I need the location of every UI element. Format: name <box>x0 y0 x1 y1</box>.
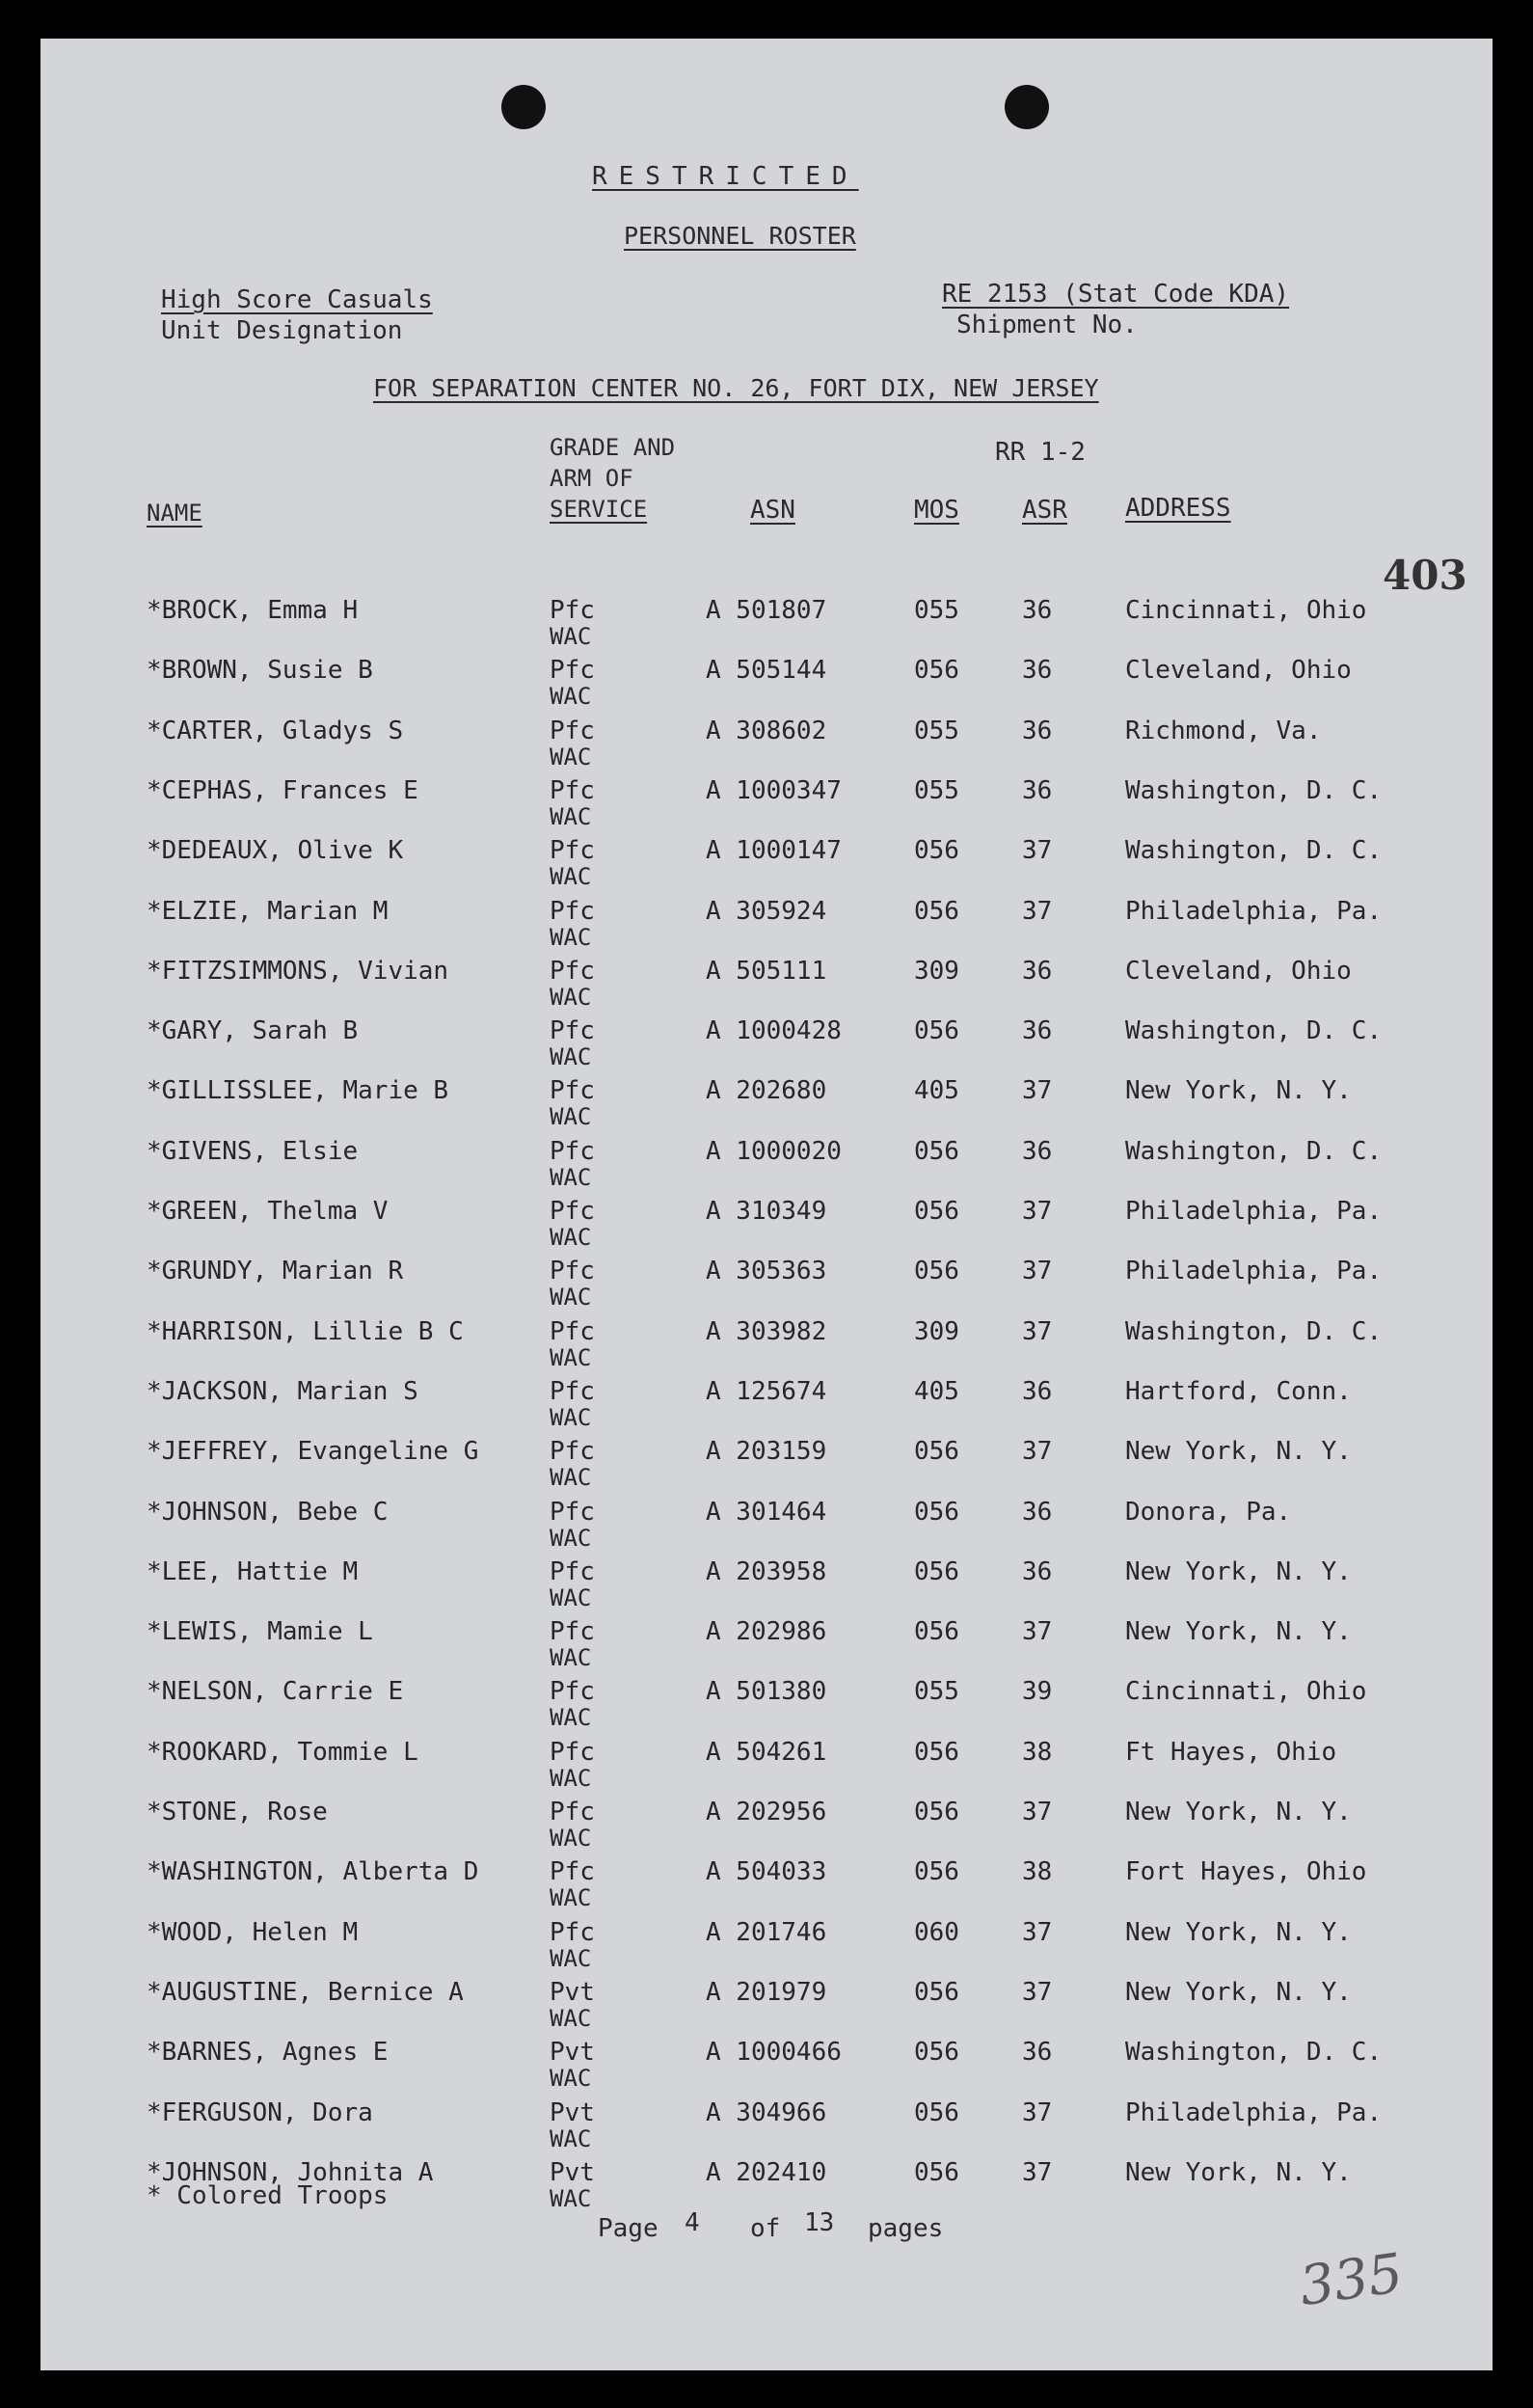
footnote: * Colored Troops <box>147 2181 389 2210</box>
row-asr: 37 <box>1022 1076 1053 1106</box>
row-grade: Pvt <box>550 2157 595 2187</box>
row-name: *BARNES, Agnes E <box>147 2038 389 2068</box>
row-mos: 056 <box>914 896 959 926</box>
row-asr: 37 <box>1022 896 1053 926</box>
table-row <box>40 1377 1493 1437</box>
row-asr: 36 <box>1022 596 1053 625</box>
row-asn: A 125674 <box>706 1376 827 1406</box>
row-grade: Pfc <box>550 1497 595 1527</box>
row-mos: 309 <box>914 1316 959 1346</box>
row-mos: 405 <box>914 1076 959 1106</box>
column-address: ADDRESS <box>1125 494 1231 523</box>
row-arm-of-service: WAC <box>550 1884 592 1912</box>
row-asr: 37 <box>1022 836 1053 866</box>
table-row <box>40 1978 1493 2038</box>
column-mos: MOS <box>914 496 959 525</box>
table-row <box>40 897 1493 957</box>
row-arm-of-service: WAC <box>550 1163 592 1191</box>
row-arm-of-service: WAC <box>550 2004 592 2032</box>
table-row <box>40 1437 1493 1497</box>
row-asr: 36 <box>1022 775 1053 805</box>
row-grade: Pfc <box>550 836 595 866</box>
row-name: *JOHNSON, Johnita A <box>147 2157 434 2187</box>
row-mos: 056 <box>914 2157 959 2187</box>
row-mos: 056 <box>914 1798 959 1826</box>
row-asr: 37 <box>1022 1437 1053 1467</box>
row-asn: A 308602 <box>706 716 827 745</box>
row-name: *HARRISON, Lillie B C <box>147 1316 464 1346</box>
row-arm-of-service: WAC <box>550 1524 592 1552</box>
row-name: *NELSON, Carrie E <box>147 1677 404 1707</box>
row-asr: 37 <box>1022 1617 1053 1647</box>
row-arm-of-service: WAC <box>550 983 592 1011</box>
stamp-number: 403 <box>1383 552 1467 599</box>
row-arm-of-service: WAC <box>550 1103 592 1131</box>
roster-sheet <box>40 39 1493 2370</box>
table-row <box>40 836 1493 896</box>
row-address: Hartford, Conn. <box>1125 1376 1352 1406</box>
row-grade: Pfc <box>550 1376 595 1406</box>
row-asn: A 1000428 <box>706 1016 842 1046</box>
row-grade: Pfc <box>550 1316 595 1346</box>
destination-line: FOR SEPARATION CENTER NO. 26, FORT DIX, NEW JERSEY <box>373 374 1099 402</box>
row-name: *BROCK, Emma H <box>147 596 359 625</box>
row-grade: Pfc <box>550 775 595 805</box>
row-name: *AUGUSTINE, Bernice A <box>147 1977 464 2007</box>
row-asr: 37 <box>1022 2097 1053 2127</box>
row-asn: A 304966 <box>706 2097 827 2127</box>
table-row <box>40 1738 1493 1798</box>
row-mos: 056 <box>914 1857 959 1887</box>
row-asn: A 201746 <box>706 1917 827 1947</box>
row-grade: Pfc <box>550 656 595 686</box>
row-arm-of-service: WAC <box>550 1825 592 1852</box>
column-asr: ASR <box>1022 496 1067 525</box>
row-asr: 38 <box>1022 1857 1053 1887</box>
row-grade: Pfc <box>550 1197 595 1226</box>
row-mos: 056 <box>914 1257 959 1286</box>
shipment-number-label: Shipment No. <box>956 311 1138 339</box>
row-name: *GIVENS, Elsie <box>147 1136 359 1166</box>
row-arm-of-service: WAC <box>550 1284 592 1312</box>
table-row <box>40 2098 1493 2158</box>
shipment-number-value: RE 2153 (Stat Code KDA) <box>942 280 1290 309</box>
row-grade: Pfc <box>550 956 595 986</box>
row-name: *JOHNSON, Bebe C <box>147 1497 389 1527</box>
table-row <box>40 776 1493 836</box>
row-asr: 37 <box>1022 1257 1053 1286</box>
row-asr: 39 <box>1022 1677 1053 1707</box>
column-rr: RR 1-2 <box>995 438 1086 467</box>
row-asn: A 501380 <box>706 1677 827 1707</box>
row-mos: 056 <box>914 1197 959 1226</box>
row-asr: 36 <box>1022 2038 1053 2068</box>
row-grade: Pfc <box>550 1737 595 1767</box>
row-name: *CEPHAS, Frances E <box>147 775 418 805</box>
table-row <box>40 717 1493 776</box>
row-mos: 056 <box>914 836 959 866</box>
row-asr: 36 <box>1022 1376 1053 1406</box>
row-address: New York, N. Y. <box>1125 1556 1352 1586</box>
row-address: Washington, D. C. <box>1125 2038 1383 2068</box>
row-asn: A 203958 <box>706 1556 827 1586</box>
row-address: Philadelphia, Pa. <box>1125 1197 1383 1226</box>
row-address: Cincinnati, Ohio <box>1125 596 1367 625</box>
row-asr: 38 <box>1022 1737 1053 1767</box>
row-arm-of-service: WAC <box>550 683 592 711</box>
row-grade: Pvt <box>550 1977 595 2007</box>
row-arm-of-service: WAC <box>550 1403 592 1431</box>
row-name: *ELZIE, Marian M <box>147 896 389 926</box>
row-grade: Pfc <box>550 1136 595 1166</box>
row-arm-of-service: WAC <box>550 1764 592 1792</box>
row-grade: Pfc <box>550 596 595 625</box>
row-address: Fort Hayes, Ohio <box>1125 1857 1367 1887</box>
row-address: New York, N. Y. <box>1125 1437 1352 1467</box>
row-asn: A 1000147 <box>706 836 842 866</box>
row-asn: A 1000347 <box>706 775 842 805</box>
row-name: *DEDEAUX, Olive K <box>147 836 404 866</box>
row-name: *ROOKARD, Tommie L <box>147 1737 418 1767</box>
row-asr: 36 <box>1022 956 1053 986</box>
table-row <box>40 1137 1493 1197</box>
row-mos: 056 <box>914 1136 959 1166</box>
row-asr: 37 <box>1022 1798 1053 1826</box>
row-grade: Pfc <box>550 716 595 745</box>
row-asr: 37 <box>1022 1197 1053 1226</box>
row-mos: 055 <box>914 716 959 745</box>
row-grade: Pfc <box>550 1016 595 1046</box>
row-arm-of-service: WAC <box>550 743 592 771</box>
row-asn: A 202410 <box>706 2157 827 2187</box>
table-row <box>40 1617 1493 1677</box>
row-arm-of-service: WAC <box>550 1583 592 1611</box>
row-mos: 056 <box>914 656 959 686</box>
table-row <box>40 1076 1493 1136</box>
row-name: *JEFFREY, Evangeline G <box>147 1437 479 1467</box>
table-row <box>40 596 1493 656</box>
classification-label: RESTRICTED <box>592 162 859 191</box>
row-asn: A 305924 <box>706 896 827 926</box>
table-row <box>40 1197 1493 1257</box>
row-arm-of-service: WAC <box>550 863 592 891</box>
row-mos: 405 <box>914 1376 959 1406</box>
row-address: New York, N. Y. <box>1125 2157 1352 2187</box>
row-asn: A 310349 <box>706 1197 827 1226</box>
row-name: *CARTER, Gladys S <box>147 716 404 745</box>
row-address: Washington, D. C. <box>1125 1136 1383 1166</box>
row-asr: 36 <box>1022 1497 1053 1527</box>
row-asr: 36 <box>1022 716 1053 745</box>
row-address: Donora, Pa. <box>1125 1497 1292 1527</box>
punch-hole-right <box>1005 85 1049 129</box>
row-address: Washington, D. C. <box>1125 836 1383 866</box>
row-arm-of-service: WAC <box>550 2184 592 2212</box>
row-mos: 055 <box>914 1677 959 1707</box>
row-mos: 056 <box>914 1556 959 1586</box>
row-mos: 056 <box>914 2038 959 2068</box>
row-grade: Pfc <box>550 1798 595 1826</box>
row-asr: 37 <box>1022 1917 1053 1947</box>
row-arm-of-service: WAC <box>550 1343 592 1371</box>
row-asr: 36 <box>1022 1136 1053 1166</box>
row-asr: 37 <box>1022 2157 1053 2187</box>
row-arm-of-service: WAC <box>550 1704 592 1732</box>
pages-word: pages <box>868 2214 944 2243</box>
row-arm-of-service: WAC <box>550 1644 592 1672</box>
row-arm-of-service: WAC <box>550 1224 592 1251</box>
row-mos: 056 <box>914 1497 959 1527</box>
row-mos: 056 <box>914 2097 959 2127</box>
row-asn: A 202680 <box>706 1076 827 1106</box>
row-address: Cleveland, Ohio <box>1125 656 1352 686</box>
row-asn: A 202956 <box>706 1798 827 1826</box>
row-grade: Pfc <box>550 1257 595 1286</box>
row-name: *BROWN, Susie B <box>147 656 373 686</box>
row-asn: A 505111 <box>706 956 827 986</box>
row-arm-of-service: WAC <box>550 2124 592 2152</box>
unit-designation-value: High Score Casuals <box>161 285 433 314</box>
row-name: *WASHINGTON, Alberta D <box>147 1857 479 1887</box>
row-grade: Pfc <box>550 1076 595 1106</box>
row-grade: Pfc <box>550 1677 595 1707</box>
row-grade: Pfc <box>550 1857 595 1887</box>
column-grade-line3: SERVICE <box>550 496 648 523</box>
row-asn: A 305363 <box>706 1257 827 1286</box>
row-asn: A 505144 <box>706 656 827 686</box>
table-row <box>40 1257 1493 1316</box>
row-address: New York, N. Y. <box>1125 1617 1352 1647</box>
row-name: *FITZSIMMONS, Vivian <box>147 956 449 986</box>
row-name: *GARY, Sarah B <box>147 1016 359 1046</box>
row-address: New York, N. Y. <box>1125 1977 1352 2007</box>
table-row <box>40 1918 1493 1978</box>
row-address: Washington, D. C. <box>1125 1316 1383 1346</box>
row-mos: 056 <box>914 1617 959 1647</box>
table-row <box>40 1798 1493 1857</box>
page-title: PERSONNEL ROSTER <box>624 222 856 250</box>
row-arm-of-service: WAC <box>550 923 592 951</box>
row-arm-of-service: WAC <box>550 2065 592 2093</box>
row-grade: Pfc <box>550 1617 595 1647</box>
row-asr: 36 <box>1022 1016 1053 1046</box>
row-name: *GRUNDY, Marian R <box>147 1257 404 1286</box>
table-row <box>40 1016 1493 1076</box>
row-address: Cleveland, Ohio <box>1125 956 1352 986</box>
row-arm-of-service: WAC <box>550 1944 592 1972</box>
row-address: Philadelphia, Pa. <box>1125 896 1383 926</box>
row-arm-of-service: WAC <box>550 623 592 650</box>
row-asn: A 1000466 <box>706 2038 842 2068</box>
row-address: Philadelphia, Pa. <box>1125 1257 1383 1286</box>
row-name: *STONE, Rose <box>147 1798 328 1826</box>
row-name: *LEWIS, Mamie L <box>147 1617 373 1647</box>
row-arm-of-service: WAC <box>550 802 592 830</box>
row-asr: 37 <box>1022 1977 1053 2007</box>
row-name: *WOOD, Helen M <box>147 1917 359 1947</box>
row-asn: A 303982 <box>706 1316 827 1346</box>
table-row <box>40 1857 1493 1917</box>
row-address: Cincinnati, Ohio <box>1125 1677 1367 1707</box>
table-row <box>40 656 1493 716</box>
row-name: *JACKSON, Marian S <box>147 1376 418 1406</box>
table-row <box>40 1557 1493 1617</box>
row-address: New York, N. Y. <box>1125 1917 1352 1947</box>
row-address: Washington, D. C. <box>1125 775 1383 805</box>
row-name: *FERGUSON, Dora <box>147 2097 373 2127</box>
row-mos: 056 <box>914 1977 959 2007</box>
row-mos: 309 <box>914 956 959 986</box>
row-asr: 37 <box>1022 1316 1053 1346</box>
table-row <box>40 1677 1493 1737</box>
row-address: Washington, D. C. <box>1125 1016 1383 1046</box>
row-name: *GREEN, Thelma V <box>147 1197 389 1226</box>
row-address: Richmond, Va. <box>1125 716 1322 745</box>
row-mos: 060 <box>914 1917 959 1947</box>
punch-hole-left <box>501 85 546 129</box>
row-grade: Pvt <box>550 2097 595 2127</box>
table-row <box>40 2038 1493 2097</box>
row-asn: A 301464 <box>706 1497 827 1527</box>
column-grade-line1: GRADE AND <box>550 434 676 461</box>
row-grade: Pfc <box>550 1917 595 1947</box>
row-grade: Pfc <box>550 896 595 926</box>
row-address: New York, N. Y. <box>1125 1076 1352 1106</box>
row-address: New York, N. Y. <box>1125 1798 1352 1826</box>
row-mos: 055 <box>914 596 959 625</box>
row-asr: 36 <box>1022 1556 1053 1586</box>
table-row <box>40 1498 1493 1557</box>
row-asr: 36 <box>1022 656 1053 686</box>
row-mos: 056 <box>914 1437 959 1467</box>
row-asn: A 501807 <box>706 596 827 625</box>
row-grade: Pfc <box>550 1437 595 1467</box>
table-row <box>40 957 1493 1016</box>
page-number: 4 <box>685 2208 700 2237</box>
row-mos: 055 <box>914 775 959 805</box>
column-name: NAME <box>147 500 202 527</box>
row-arm-of-service: WAC <box>550 1043 592 1071</box>
row-mos: 056 <box>914 1016 959 1046</box>
row-name: *LEE, Hattie M <box>147 1556 359 1586</box>
row-address: Philadelphia, Pa. <box>1125 2097 1383 2127</box>
row-arm-of-service: WAC <box>550 1464 592 1492</box>
page-total: 13 <box>804 2208 835 2237</box>
page-word: Page <box>598 2214 659 2243</box>
row-grade: Pvt <box>550 2038 595 2068</box>
row-grade: Pfc <box>550 1556 595 1586</box>
column-asn: ASN <box>750 496 795 525</box>
row-asn: A 201979 <box>706 1977 827 2007</box>
table-row <box>40 1317 1493 1377</box>
row-address: Ft Hayes, Ohio <box>1125 1737 1337 1767</box>
unit-designation-label: Unit Designation <box>161 316 403 345</box>
row-asn: A 202986 <box>706 1617 827 1647</box>
row-asn: A 203159 <box>706 1437 827 1467</box>
row-name: *GILLISSLEE, Marie B <box>147 1076 449 1106</box>
row-mos: 056 <box>914 1737 959 1767</box>
row-asn: A 504033 <box>706 1857 827 1887</box>
of-word: of <box>750 2214 781 2243</box>
column-grade-line2: ARM OF <box>550 465 633 492</box>
row-asn: A 1000020 <box>706 1136 842 1166</box>
row-asn: A 504261 <box>706 1737 827 1767</box>
handwritten-page-number: 335 <box>1295 2241 1407 2319</box>
